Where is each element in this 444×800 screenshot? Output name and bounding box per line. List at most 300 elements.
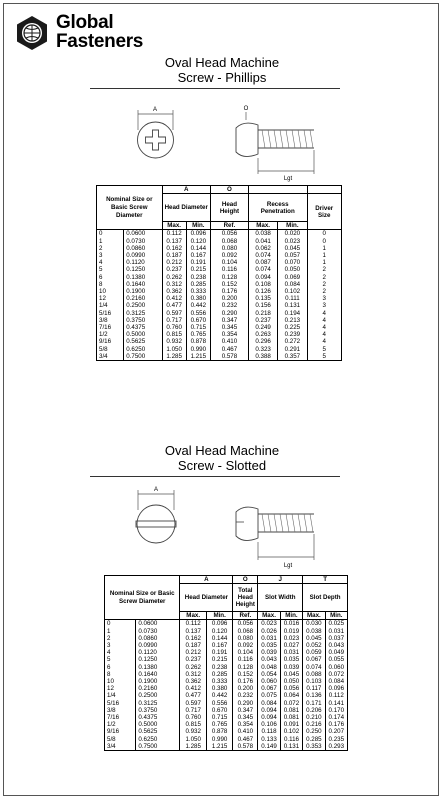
table-row — [97, 331, 342, 338]
table-row — [105, 628, 348, 635]
table-cell: 10 — [97, 288, 124, 295]
table-cell: 5 — [105, 656, 136, 663]
table-cell: 0.118 — [258, 728, 280, 735]
table-cell: 0.760 — [180, 714, 206, 721]
table-cell: 0.049 — [325, 649, 347, 656]
table-cell: 5/16 — [97, 310, 124, 317]
table-cell: 0.068 — [210, 238, 248, 245]
table-cell: 0.6250 — [136, 736, 180, 743]
table-cell: 0.067 — [303, 656, 325, 663]
table-cell: 0 — [307, 230, 342, 238]
table-cell: 0.990 — [206, 736, 232, 743]
table-cell: 0.096 — [206, 620, 232, 628]
slotted-title-line-1: Oval Head Machine — [164, 443, 280, 458]
phillips-letter-blank-2 — [307, 186, 342, 194]
table-cell: 1.050 — [180, 736, 206, 743]
table-cell: 1 — [307, 252, 342, 259]
table-cell: 0.412 — [180, 685, 206, 692]
table-cell: 0.249 — [248, 324, 277, 331]
table-cell: 0.213 — [278, 317, 307, 324]
table-cell: 4 — [307, 324, 342, 331]
table-cell: 0.262 — [162, 274, 186, 281]
table-cell: 0.060 — [325, 664, 347, 671]
table-cell: 0.410 — [233, 728, 258, 735]
table-cell: 0.041 — [248, 238, 277, 245]
table-row — [105, 692, 348, 699]
table-cell: 0.055 — [325, 656, 347, 663]
table-row — [97, 230, 342, 238]
table-cell: 0.2160 — [136, 685, 180, 692]
table-cell: 0.072 — [280, 700, 302, 707]
table-cell: 0.030 — [303, 620, 325, 628]
table-cell: 0.347 — [210, 317, 248, 324]
table-cell: 0.0730 — [136, 628, 180, 635]
table-cell: 0.215 — [206, 656, 232, 663]
table-cell: 0.2160 — [124, 295, 162, 302]
table-cell: 0.060 — [258, 678, 280, 685]
table-cell: 0.932 — [180, 728, 206, 735]
table-row — [97, 259, 342, 266]
table-cell: 0.354 — [233, 721, 258, 728]
table-cell: 0.765 — [206, 721, 232, 728]
table-cell: 0.045 — [303, 635, 325, 642]
table-cell: 0.556 — [206, 700, 232, 707]
table-cell: 0.215 — [186, 266, 210, 273]
table-cell: 0.092 — [210, 252, 248, 259]
slotted-title-line-2: Screw - Slotted — [177, 458, 267, 473]
phillips-header-recess: Recess Penetration — [248, 194, 307, 222]
table-cell: 0.176 — [325, 721, 347, 728]
table-cell: 0.760 — [162, 324, 186, 331]
table-cell: 0.357 — [278, 353, 307, 361]
brand-logo — [14, 13, 164, 53]
table-cell: 0.291 — [278, 346, 307, 353]
slotted-top-view — [136, 490, 176, 543]
table-cell: 0.239 — [278, 331, 307, 338]
slotted-sub-min-2: Min. — [280, 612, 302, 620]
table-cell: 5 — [97, 266, 124, 273]
table-cell: 0.156 — [248, 302, 277, 309]
phillips-letter-a: A — [162, 186, 210, 194]
table-cell: 0.074 — [248, 266, 277, 273]
table-cell: 0.312 — [180, 671, 206, 678]
phillips-spec-table — [96, 185, 342, 361]
table-cell: 0.1120 — [124, 259, 162, 266]
table-cell: 0.084 — [325, 678, 347, 685]
table-row — [97, 238, 342, 245]
phillips-sub-min-1: Min. — [186, 222, 210, 230]
table-row — [105, 620, 348, 628]
table-cell: 0.990 — [186, 346, 210, 353]
table-cell: 7/16 — [97, 324, 124, 331]
table-row — [97, 281, 342, 288]
table-cell: 0.084 — [258, 700, 280, 707]
table-cell: 0.037 — [325, 635, 347, 642]
table-cell: 0.212 — [162, 259, 186, 266]
slotted-letter-t: T — [303, 576, 348, 584]
table-cell: 0.238 — [206, 664, 232, 671]
table-cell: 0.1380 — [124, 274, 162, 281]
table-cell: 0.039 — [280, 664, 302, 671]
table-cell: 0.023 — [258, 620, 280, 628]
table-cell: 1.285 — [180, 743, 206, 751]
table-cell: 0.102 — [278, 288, 307, 295]
table-cell: 0.1640 — [124, 281, 162, 288]
table-cell: 0.0860 — [136, 635, 180, 642]
slotted-screw-drawing — [118, 480, 348, 570]
table-row — [105, 728, 348, 735]
table-cell: 0.237 — [162, 266, 186, 273]
table-cell: 0.0600 — [124, 230, 162, 238]
phillips-table-body — [97, 230, 342, 361]
table-cell: 0.043 — [258, 656, 280, 663]
table-cell: 0.238 — [186, 274, 210, 281]
table-cell: 0.670 — [206, 707, 232, 714]
table-cell: 2 — [307, 288, 342, 295]
table-cell: 0.133 — [258, 736, 280, 743]
table-cell: 4 — [307, 331, 342, 338]
table-row — [97, 288, 342, 295]
table-cell: 0.137 — [180, 628, 206, 635]
table-cell: 0.237 — [248, 317, 277, 324]
table-cell: 0.412 — [162, 295, 186, 302]
table-cell: 12 — [97, 295, 124, 302]
table-row — [97, 310, 342, 317]
table-cell: 2 — [307, 274, 342, 281]
slotted-side-view — [236, 507, 314, 560]
table-cell: 5/16 — [105, 700, 136, 707]
table-row — [97, 338, 342, 345]
table-cell: 0.556 — [186, 310, 210, 317]
table-cell: 6 — [97, 274, 124, 281]
table-row — [105, 714, 348, 721]
table-cell: 0.031 — [258, 635, 280, 642]
table-cell: 0.162 — [162, 245, 186, 252]
hex-bolt-logo-icon — [14, 15, 50, 51]
table-cell: 0.094 — [258, 714, 280, 721]
table-cell: 0.112 — [162, 230, 186, 238]
table-cell: 0.050 — [278, 266, 307, 273]
slotted-letter-o: O — [233, 576, 258, 584]
table-row — [97, 274, 342, 281]
table-cell: 0.237 — [180, 656, 206, 663]
phillips-header-driver: Driver Size — [307, 194, 342, 230]
table-row — [97, 266, 342, 273]
table-cell: 0.353 — [303, 743, 325, 751]
table-cell: 2 — [105, 635, 136, 642]
table-cell: 3 — [105, 642, 136, 649]
table-cell: 0.597 — [180, 700, 206, 707]
table-cell: 0.7500 — [124, 353, 162, 361]
table-cell: 0.070 — [278, 259, 307, 266]
phillips-dim-lgt: Lgt — [283, 176, 293, 182]
slotted-sub-max-3: Max. — [303, 612, 325, 620]
table-cell: 0.152 — [210, 281, 248, 288]
table-cell: 0.290 — [210, 310, 248, 317]
table-cell: 1.285 — [162, 353, 186, 361]
table-cell: 0.5000 — [136, 721, 180, 728]
table-cell: 0.263 — [248, 331, 277, 338]
table-row — [97, 252, 342, 259]
table-cell: 0.096 — [186, 230, 210, 238]
table-row — [97, 353, 342, 361]
slotted-sub-min-1: Min. — [206, 612, 232, 620]
table-cell: 0.052 — [303, 642, 325, 649]
table-cell: 0.170 — [325, 707, 347, 714]
table-cell: 3/4 — [97, 353, 124, 361]
table-cell: 3 — [307, 295, 342, 302]
table-cell: 0.200 — [233, 685, 258, 692]
table-cell: 0.362 — [180, 678, 206, 685]
table-cell: 0.038 — [248, 230, 277, 238]
table-cell: 5 — [307, 346, 342, 353]
table-cell: 5/8 — [105, 736, 136, 743]
slotted-sub-ref: Ref. — [233, 612, 258, 620]
table-cell: 0.293 — [325, 743, 347, 751]
table-cell: 0.056 — [210, 230, 248, 238]
table-cell: 0.117 — [303, 685, 325, 692]
table-cell: 0.019 — [280, 628, 302, 635]
table-cell: 0.096 — [325, 685, 347, 692]
phillips-title-line-2: Screw - Phillips — [177, 70, 267, 85]
table-cell: 0.116 — [280, 736, 302, 743]
table-cell: 0.045 — [280, 671, 302, 678]
table-cell: 0.354 — [210, 331, 248, 338]
table-row — [97, 302, 342, 309]
table-cell: 1/2 — [105, 721, 136, 728]
table-cell: 0.442 — [186, 302, 210, 309]
table-cell: 0.578 — [210, 353, 248, 361]
table-cell: 0 — [105, 620, 136, 628]
table-cell: 0.074 — [248, 252, 277, 259]
table-cell: 0.116 — [233, 656, 258, 663]
table-cell: 0.235 — [325, 736, 347, 743]
table-cell: 0.080 — [210, 245, 248, 252]
table-cell: 0.023 — [280, 635, 302, 642]
table-cell: 0.333 — [186, 288, 210, 295]
table-row — [105, 707, 348, 714]
table-cell: 0.038 — [303, 628, 325, 635]
table-cell: 0.023 — [278, 238, 307, 245]
table-cell: 0 — [307, 238, 342, 245]
table-cell: 3/8 — [105, 707, 136, 714]
table-cell: 0.206 — [303, 707, 325, 714]
table-cell: 0.149 — [258, 743, 280, 751]
brand-line-1: Global — [56, 12, 114, 33]
table-cell: 0.1640 — [136, 671, 180, 678]
table-cell: 0.380 — [186, 295, 210, 302]
slotted-spec-table — [104, 575, 348, 751]
table-cell: 0.1380 — [136, 664, 180, 671]
table-cell: 0.200 — [210, 295, 248, 302]
table-row — [105, 685, 348, 692]
table-cell: 1 — [105, 628, 136, 635]
table-cell: 0.088 — [303, 671, 325, 678]
table-cell: 5 — [307, 353, 342, 361]
table-cell: 0.815 — [162, 331, 186, 338]
slotted-header-total-head-height: Total Head Height — [233, 584, 258, 612]
table-cell: 0.187 — [180, 642, 206, 649]
table-cell: 0.878 — [186, 338, 210, 345]
table-cell: 1 — [307, 259, 342, 266]
table-cell: 1.215 — [206, 743, 232, 751]
table-cell: 0.3125 — [124, 310, 162, 317]
table-cell: 0.062 — [248, 245, 277, 252]
table-cell: 1 — [97, 238, 124, 245]
slotted-header-head-diameter: Head Diameter — [180, 584, 233, 612]
table-cell: 4 — [307, 310, 342, 317]
table-cell: 0.3750 — [124, 317, 162, 324]
table-cell: 0.094 — [258, 707, 280, 714]
table-cell: 0.074 — [303, 664, 325, 671]
table-cell: 0.039 — [258, 649, 280, 656]
table-row — [105, 664, 348, 671]
table-cell: 0.103 — [303, 678, 325, 685]
table-cell: 0.094 — [248, 274, 277, 281]
table-cell: 3 — [307, 302, 342, 309]
table-cell: 0.135 — [248, 295, 277, 302]
table-cell: 0.191 — [206, 649, 232, 656]
table-cell: 0.410 — [210, 338, 248, 345]
table-cell: 0.174 — [325, 714, 347, 721]
table-cell: 0.1250 — [124, 266, 162, 273]
table-cell: 0.048 — [258, 664, 280, 671]
table-cell: 0.120 — [206, 628, 232, 635]
table-cell: 0.285 — [206, 671, 232, 678]
table-cell: 0.2500 — [136, 692, 180, 699]
table-row — [97, 295, 342, 302]
table-row — [105, 678, 348, 685]
table-cell: 0.0990 — [136, 642, 180, 649]
brand-name — [56, 13, 143, 51]
table-cell: 0.136 — [303, 692, 325, 699]
table-cell: 0.092 — [233, 642, 258, 649]
table-cell: 0.0990 — [124, 252, 162, 259]
table-cell: 0.167 — [206, 642, 232, 649]
table-row — [97, 324, 342, 331]
table-cell: 0.212 — [180, 649, 206, 656]
phillips-side-view — [236, 112, 314, 174]
table-cell: 0.072 — [325, 671, 347, 678]
table-cell: 0.064 — [280, 692, 302, 699]
table-row — [105, 671, 348, 678]
table-cell: 0.216 — [303, 721, 325, 728]
table-cell: 0.152 — [233, 671, 258, 678]
table-cell: 0.128 — [233, 664, 258, 671]
table-cell: 0.467 — [210, 346, 248, 353]
table-cell: 0.141 — [325, 700, 347, 707]
table-cell: 9/16 — [105, 728, 136, 735]
table-cell: 0.0860 — [124, 245, 162, 252]
table-cell: 0.087 — [248, 259, 277, 266]
table-cell: 0.144 — [186, 245, 210, 252]
table-row — [105, 700, 348, 707]
slotted-divider — [90, 476, 340, 477]
table-cell: 0.0600 — [136, 620, 180, 628]
table-cell: 0.7500 — [136, 743, 180, 751]
table-cell: 0.050 — [280, 678, 302, 685]
table-cell: 0.578 — [233, 743, 258, 751]
slotted-header-slot-depth: Slot Depth — [303, 584, 348, 612]
table-cell: 0.232 — [210, 302, 248, 309]
table-cell: 4 — [97, 259, 124, 266]
table-cell: 0.116 — [210, 266, 248, 273]
table-cell: 1/2 — [97, 331, 124, 338]
table-cell: 0.031 — [280, 649, 302, 656]
table-cell: 0.2500 — [124, 302, 162, 309]
table-cell: 0.084 — [278, 281, 307, 288]
table-cell: 0.131 — [278, 302, 307, 309]
table-cell: 0.059 — [303, 649, 325, 656]
table-cell: 0.323 — [248, 346, 277, 353]
table-cell: 3/4 — [105, 743, 136, 751]
phillips-sub-max-2: Max. — [248, 222, 277, 230]
table-cell: 0.126 — [248, 288, 277, 295]
table-cell: 0 — [97, 230, 124, 238]
table-cell: 0.068 — [233, 628, 258, 635]
table-cell: 0.080 — [233, 635, 258, 642]
table-cell: 0.020 — [278, 230, 307, 238]
table-cell: 12 — [105, 685, 136, 692]
phillips-letter-blank-1 — [248, 186, 307, 194]
table-cell: 0.054 — [258, 671, 280, 678]
table-cell: 0.765 — [186, 331, 210, 338]
phillips-screw-drawing — [118, 98, 348, 183]
table-cell: 0.5625 — [136, 728, 180, 735]
table-cell: 7/16 — [105, 714, 136, 721]
table-cell: 0.717 — [180, 707, 206, 714]
table-cell: 0.081 — [280, 707, 302, 714]
table-cell: 0.717 — [162, 317, 186, 324]
table-cell: 0.1250 — [136, 656, 180, 663]
table-cell: 0.194 — [278, 310, 307, 317]
table-cell: 1/4 — [105, 692, 136, 699]
table-row — [105, 649, 348, 656]
phillips-header-head-height: Head Height — [210, 194, 248, 222]
table-cell: 0.207 — [325, 728, 347, 735]
table-cell: 0.131 — [280, 743, 302, 751]
phillips-divider — [90, 88, 340, 89]
slotted-letter-a: A — [180, 576, 233, 584]
table-cell: 0.272 — [278, 338, 307, 345]
table-cell: 0.347 — [233, 707, 258, 714]
table-cell: 8 — [97, 281, 124, 288]
table-cell: 0.232 — [233, 692, 258, 699]
table-cell: 0.027 — [280, 642, 302, 649]
phillips-sub-max-1: Max. — [162, 222, 186, 230]
table-cell: 0.045 — [278, 245, 307, 252]
table-cell: 0.296 — [248, 338, 277, 345]
table-cell: 5/8 — [97, 346, 124, 353]
table-cell: 0.025 — [325, 620, 347, 628]
table-cell: 0.112 — [325, 692, 347, 699]
table-cell: 0.1900 — [124, 288, 162, 295]
table-cell: 0.104 — [233, 649, 258, 656]
table-cell: 0.262 — [180, 664, 206, 671]
slotted-dim-lgt: Lgt — [283, 563, 293, 569]
table-cell: 0.477 — [180, 692, 206, 699]
table-cell: 0.6250 — [124, 346, 162, 353]
table-cell: 0.815 — [180, 721, 206, 728]
table-cell: 0.285 — [186, 281, 210, 288]
table-cell: 0.106 — [258, 721, 280, 728]
table-cell: 4 — [307, 338, 342, 345]
table-cell: 0.4375 — [124, 324, 162, 331]
table-row — [97, 245, 342, 252]
table-cell: 0.0730 — [124, 238, 162, 245]
table-cell: 0.210 — [303, 714, 325, 721]
slotted-dim-a: A — [153, 487, 159, 493]
